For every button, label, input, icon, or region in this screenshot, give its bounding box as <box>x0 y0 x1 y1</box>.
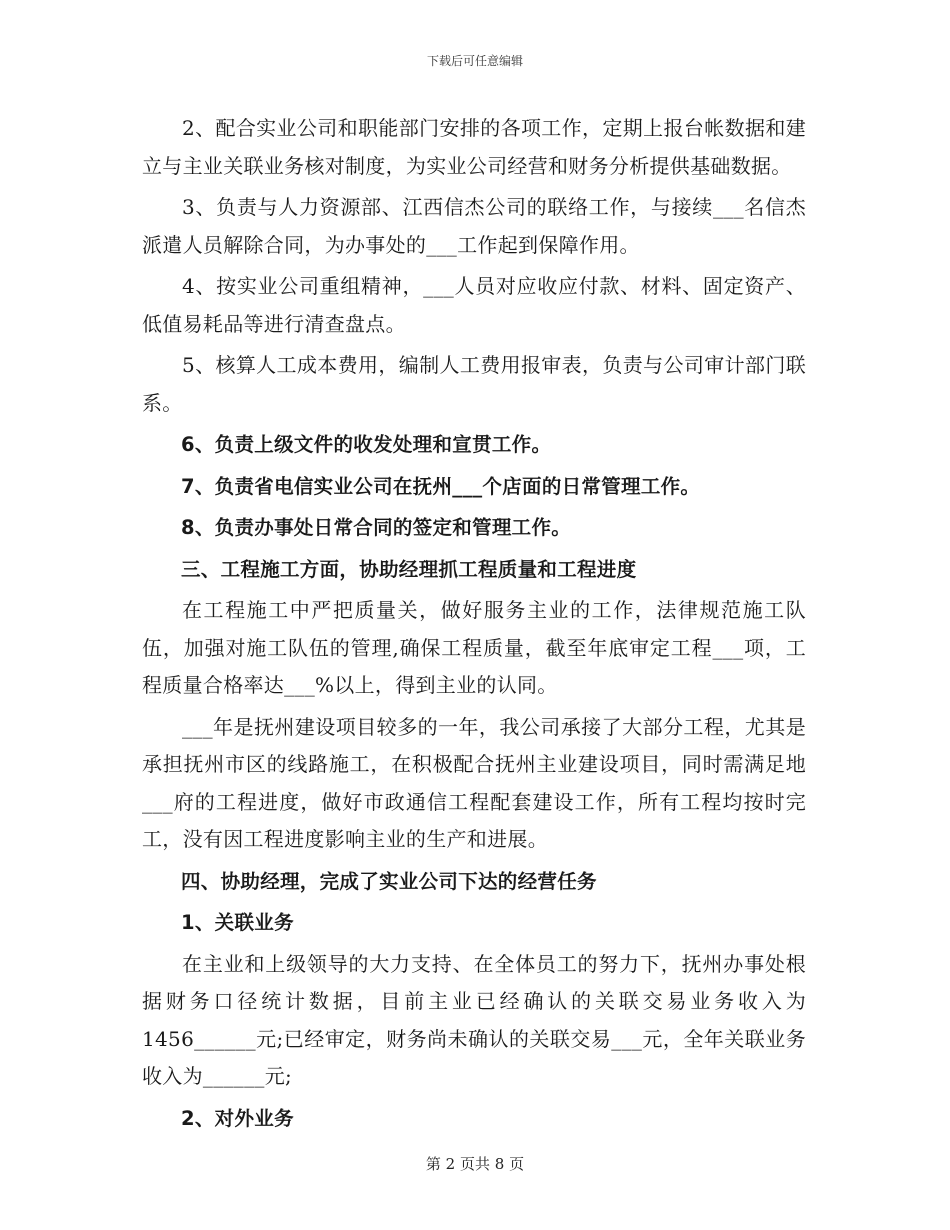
paragraph-item-6: 6、负责上级文件的收发处理和宣贯工作。 <box>181 433 552 456</box>
subheading-related-business: 1、关联业务 <box>181 911 294 934</box>
paragraph-item-8: 8、负责办事处日常合同的签定和管理工作。 <box>181 516 572 539</box>
paragraph-item-4: 4、按实业公司重组精神，___人员对应收应付款、材料、固定资产、低值易耗品等进行清查盘点。 <box>142 274 806 336</box>
page-number-footer: 第 2 页共 8 页 <box>425 1155 525 1173</box>
section-heading-3: 三、工程施工方面，协助经理抓工程质量和工程进度 <box>181 557 637 581</box>
subheading-external-business: 2、对外业务 <box>181 1106 294 1130</box>
section-heading-4: 四、协助经理，完成了实业公司下达的经营任务 <box>181 869 597 893</box>
page-header-note: 下载后可任意编辑 <box>426 54 523 68</box>
paragraph-related-income: 在主业和上级领导的大力支持、在全体员工的努力下，抚州办事处根据财务口径统计数据，目前主业已经确认的关联交易业务收入为1456______元;已经审定，财务尚未确认的关联交易___元，全年关联业务收入为______元; <box>142 951 806 1088</box>
paragraph-item-5: 5、核算人工成本费用，编制人工费用报审表，负责与公司审计部门联系。 <box>142 353 806 415</box>
paragraph-quality: 在工程施工中严把质量关，做好服务主业的工作，法律规范施工队伍，加强对施工队伍的管理,确保工程质量，截至年底审定工程___项，工程质量合格率达___%以上，得到主业的认同。 <box>142 598 806 697</box>
document-body <box>142 110 806 1137</box>
paragraph-item-7: 7、负责省电信实业公司在抚州___个店面的日常管理工作。 <box>181 474 701 498</box>
paragraph-item-2: 2、配合实业公司和职能部门安排的各项工作，定期上报台帐数据和建立与主业关联业务核对制度，为实业公司经营和财务分析提供基础数据。 <box>142 116 806 178</box>
paragraph-item-3: 3、负责与人力资源部、江西信杰公司的联络工作，与接续___名信杰派遣人员解除合同，为办事处的___工作起到保障作用。 <box>142 195 806 257</box>
paragraph-construction: ___年是抚州建设项目较多的一年，我公司承接了大部分工程，尤其是承担抚州市区的线路施工，在积极配合抚州主业建设项目，同时需满足地___府的工程进度，做好市政通信工程配套建设工作，所有工程均按时完工，没有因工程进度影响主业的生产和进展。 <box>142 714 806 851</box>
